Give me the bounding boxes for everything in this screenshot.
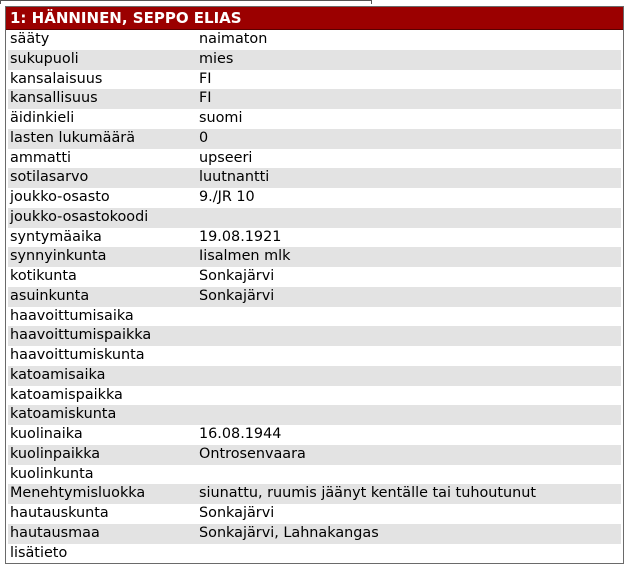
field-row (8, 247, 621, 267)
field-value: Ontrosenvaara (199, 445, 306, 462)
field-value (199, 465, 621, 485)
field-label: hautausmaa (10, 524, 100, 541)
field-row (8, 326, 621, 346)
field-value: FI (199, 70, 212, 87)
field-row (8, 30, 621, 50)
field-row (8, 307, 621, 327)
field-label: katoamisaika (10, 366, 106, 383)
field-value: mies (199, 50, 234, 67)
field-value (199, 366, 621, 386)
field-label: äidinkieli (10, 110, 75, 126)
field-row (8, 50, 621, 70)
field-value (199, 208, 621, 228)
field-label: katoamispaikka (10, 386, 123, 403)
field-label: haavoittumiskunta (10, 347, 145, 363)
field-value (199, 307, 621, 327)
field-label: kansallisuus (10, 90, 98, 107)
field-value: Sonkajärvi (199, 505, 275, 521)
record-fields (8, 30, 621, 563)
field-label: kuolinkunta (10, 465, 94, 482)
field-value: upseeri (199, 149, 253, 166)
field-row (8, 544, 621, 564)
field-row (8, 405, 621, 425)
field-row (8, 445, 621, 465)
field-label: joukko-osasto (10, 189, 110, 205)
field-value: 19.08.1921 (199, 228, 282, 245)
field-label: syntymäaika (10, 228, 102, 245)
field-row (8, 208, 621, 228)
field-row (8, 287, 621, 307)
field-value: suomi (199, 110, 243, 126)
field-value: naimaton (199, 31, 268, 47)
field-value: Sonkajärvi (199, 268, 275, 284)
field-row (8, 366, 621, 386)
field-value: Iisalmen mlk (199, 248, 291, 265)
field-label: kuolinpaikka (10, 445, 101, 462)
field-row (8, 267, 621, 287)
field-label: sukupuoli (10, 50, 79, 67)
field-value: Sonkajärvi (199, 287, 275, 304)
field-row (8, 425, 621, 445)
field-label: kansalaisuus (10, 70, 103, 87)
field-label: sotilasarvo (10, 169, 89, 186)
top-edge-line (0, 0, 372, 1)
field-label: hautauskunta (10, 505, 109, 521)
field-label: lasten lukumäärä (10, 129, 136, 146)
field-row (8, 386, 621, 406)
field-label: kuolinaika (10, 426, 83, 442)
field-row (8, 109, 621, 129)
field-label: asuinkunta (10, 287, 90, 304)
field-row (8, 484, 621, 504)
record-title: 1: HÄNNINEN, SEPPO ELIAS (6, 7, 623, 30)
field-value (199, 326, 621, 346)
field-value: 9./JR 10 (199, 189, 255, 205)
field-row (8, 168, 621, 188)
field-row (8, 504, 621, 524)
field-label: haavoittumisaika (10, 307, 134, 324)
field-value: 0 (199, 129, 209, 146)
field-label: kotikunta (10, 268, 77, 284)
field-label: sääty (10, 31, 50, 47)
field-value (199, 346, 621, 366)
field-row (8, 228, 621, 248)
field-row (8, 149, 621, 169)
field-value: luutnantti (199, 169, 270, 186)
field-value: siunattu, ruumis jäänyt kentälle tai tuhoutunut (199, 485, 537, 502)
field-row (8, 129, 621, 149)
field-row (8, 346, 621, 366)
field-label: ammatti (10, 149, 71, 166)
field-row (8, 524, 621, 544)
field-row (8, 89, 621, 109)
top-edge-tick-left (0, 0, 1, 4)
field-value: Sonkajärvi, Lahnakangas (199, 524, 379, 541)
field-value: 16.08.1944 (199, 426, 282, 442)
person-record-panel (5, 6, 624, 564)
field-value (199, 405, 621, 425)
field-value (199, 386, 621, 406)
field-label: synnyinkunta (10, 248, 107, 265)
window-top-edge (0, 0, 629, 4)
field-row (8, 70, 621, 90)
field-label: lisätieto (10, 544, 68, 561)
field-value: FI (199, 90, 212, 107)
field-value (199, 544, 621, 564)
field-label: haavoittumispaikka (10, 327, 152, 344)
field-label: Menehtymisluokka (10, 485, 146, 502)
field-label: katoamiskunta (10, 406, 117, 423)
field-row (8, 465, 621, 485)
field-label: joukko-osastokoodi (10, 208, 149, 225)
field-row (8, 188, 621, 208)
top-edge-tick-right (371, 0, 372, 4)
